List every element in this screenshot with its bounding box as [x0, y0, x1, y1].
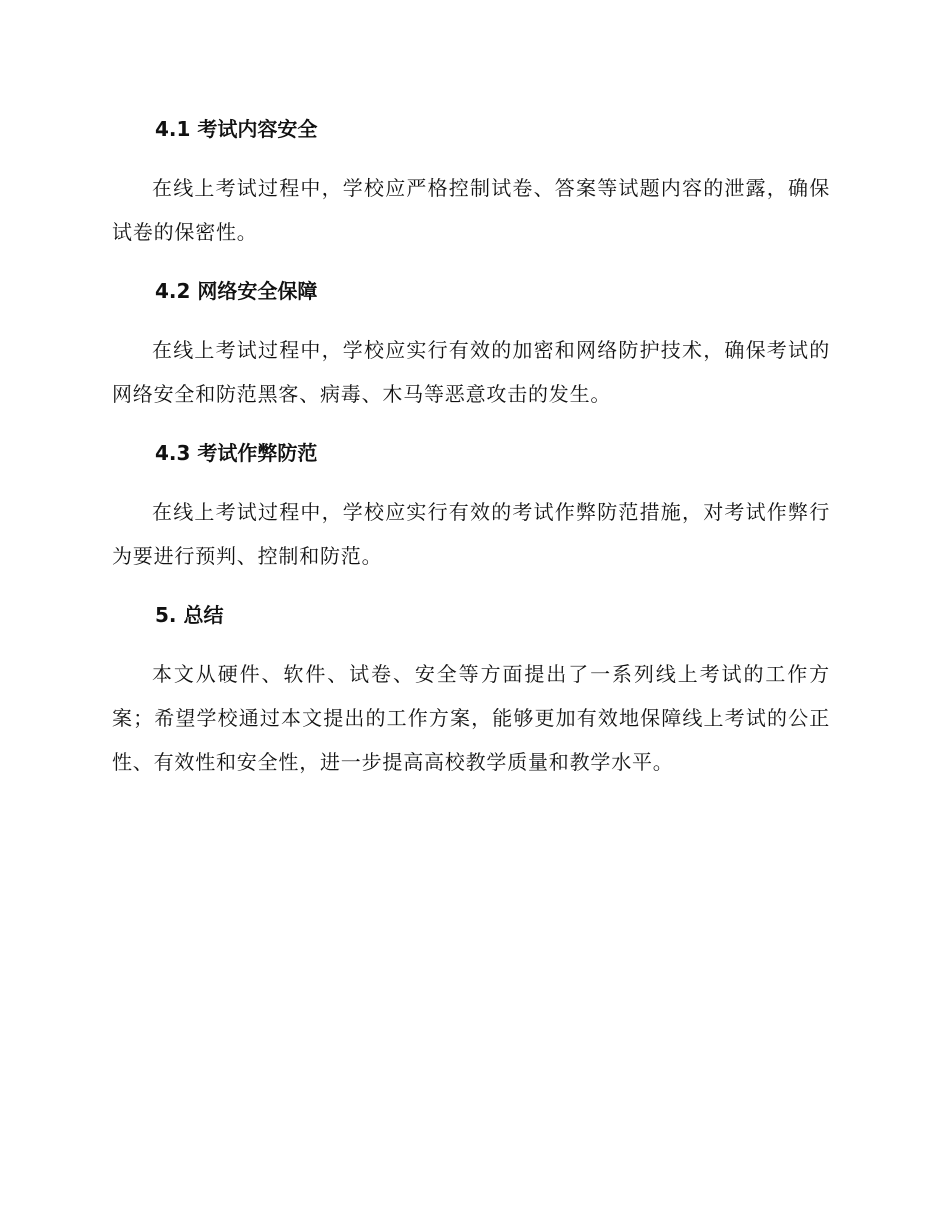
section-paragraph: 本文从硬件、软件、试卷、安全等方面提出了一系列线上考试的工作方案；希望学校通过本文提出的工作方案，能够更加有效地保障线上考试的公正性、有效性和安全性，进一步提高高校教学质量和教学水平。 — [112, 662, 830, 774]
section-heading: 4.2 网络安全保障 — [155, 279, 318, 303]
section-4-2 — [112, 276, 830, 416]
section-5-summary — [112, 600, 830, 784]
section-paragraph: 在线上考试过程中，学校应实行有效的加密和网络防护技术，确保考试的网络安全和防范黑客、病毒、木马等恶意攻击的发生。 — [112, 338, 830, 406]
section-heading: 5. 总结 — [155, 603, 224, 627]
document-content — [112, 114, 830, 806]
section-heading: 4.1 考试内容安全 — [155, 117, 318, 141]
section-4-1 — [112, 114, 830, 254]
section-heading: 4.3 考试作弊防范 — [155, 441, 318, 465]
section-paragraph: 在线上考试过程中，学校应实行有效的考试作弊防范措施，对考试作弊行为要进行预判、控制和防范。 — [112, 500, 830, 568]
section-paragraph: 在线上考试过程中，学校应严格控制试卷、答案等试题内容的泄露，确保试卷的保密性。 — [112, 176, 830, 244]
section-4-3 — [112, 438, 830, 578]
